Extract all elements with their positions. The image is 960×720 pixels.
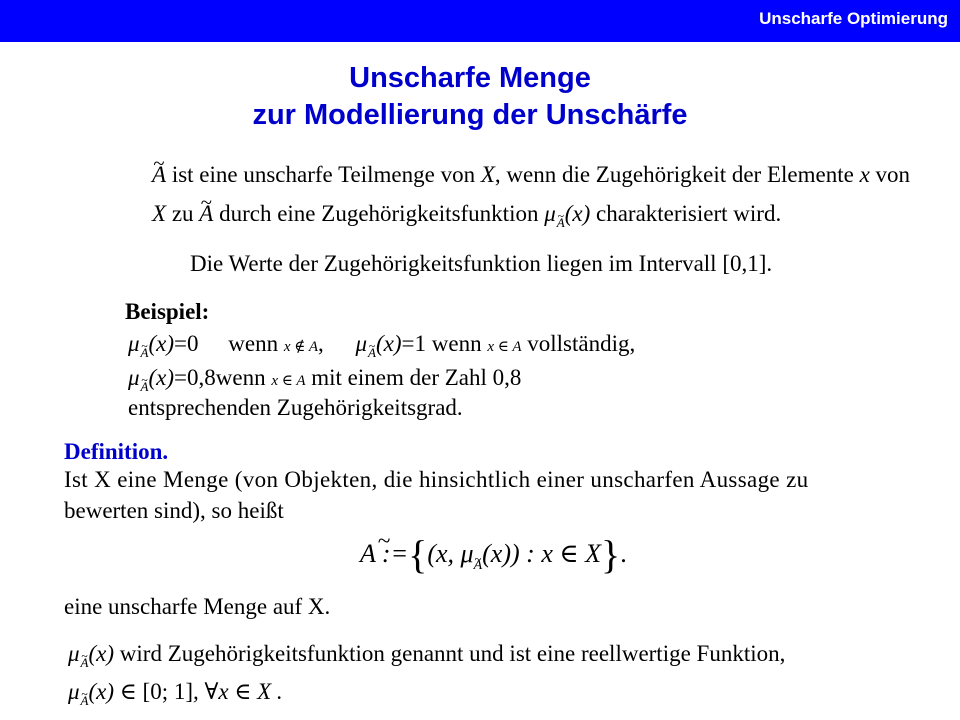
example-line-2	[128, 364, 521, 395]
comma-1: ,	[318, 331, 324, 356]
symbol-x-element: x	[859, 162, 870, 187]
intro-line2-end: charakterisiert wird.	[590, 201, 782, 226]
definition-line-5	[68, 678, 283, 709]
mu-def: μ~ A(x)	[68, 641, 114, 666]
cond-in: x ∈ A	[487, 339, 522, 355]
wenn-3: wenn	[215, 365, 266, 390]
line5-range: ∈ [0; 1]	[114, 679, 194, 704]
header-bar	[0, 0, 960, 42]
brace-close: }	[600, 532, 621, 577]
intro-zu: zu	[166, 201, 200, 226]
symbol-a-tilde: ~ A	[152, 161, 166, 189]
formula-inner-end: (x)) : x ∈ X	[482, 539, 601, 568]
mu-range: μ~ A(x)	[68, 679, 114, 704]
line4-text: wird Zugehörigkeitsfunktion genannt und ist eine reellwertige Funktion,	[114, 641, 786, 666]
eq3-value: =0,8	[174, 365, 216, 390]
cond-in-2: x ∈ A	[271, 373, 306, 389]
example-line-3: entsprechenden Zugehörigkeitsgrad.	[128, 395, 463, 420]
definition-formula	[360, 532, 627, 577]
intro-line2-text: durch eine Zugehörigkeitsfunktion	[213, 201, 545, 226]
symbol-x-set-2: X	[152, 201, 167, 226]
mit-text: mit einem der Zahl 0,8	[311, 365, 522, 390]
formula-inner: (x, μ	[427, 539, 474, 568]
slide-title	[0, 60, 940, 134]
line5-forall: , ∀x ∈ X .	[193, 679, 283, 704]
mu-function: μ~ A(x)	[544, 201, 590, 226]
intro-text-3: von	[869, 162, 911, 187]
interval-line: Die Werte der Zugehörigkeitsfunktion liegen im Intervall [0,1].	[190, 251, 773, 276]
definition-line-4	[68, 640, 785, 671]
intro-text-2: , wenn die Zugehörigkeit der Elemente	[494, 162, 860, 187]
mu-eq3: μ~ A(x)	[128, 365, 174, 390]
header-title: Unscharfe Optimierung	[759, 9, 948, 28]
intro-text-1: ist eine unscharfe Teilmenge von	[166, 162, 481, 187]
wenn-1: wenn	[228, 331, 279, 356]
slide-title-line1: Unscharfe Menge	[349, 62, 591, 94]
mu-eq2: μ~ A(x)	[356, 331, 402, 356]
definition-line-2: bewerten sind), so heißt	[64, 498, 284, 523]
symbol-x-set: X	[480, 162, 495, 187]
vollstandig: vollständig,	[527, 331, 636, 356]
example-line-1	[128, 330, 635, 361]
slide-title-line2: zur Modellierung der Unschärfe	[252, 99, 688, 131]
intro-line-1	[152, 161, 910, 189]
mu-eq1: μ~ A(x)	[128, 331, 174, 356]
brace-open: {	[408, 532, 428, 577]
formula-end: .	[620, 539, 627, 568]
example-heading: Beispiel:	[125, 299, 210, 324]
definition-heading: Definition.	[64, 439, 169, 464]
cond-not-in: x ∉ A	[283, 339, 318, 355]
intro-line-2	[152, 200, 781, 231]
eq1-value: =0	[174, 331, 199, 356]
definition-line-3: eine unscharfe Menge auf X.	[64, 594, 331, 619]
definition-line-1: Ist X eine Menge (von Objekten, die hinsichtlich einer unscharfen Aussage zu	[64, 467, 809, 492]
eq2-value: =1	[401, 331, 427, 356]
wenn-2: wenn	[431, 331, 482, 356]
symbol-a-tilde-2: ~ A	[199, 200, 213, 228]
formula-sub-a: ~ A	[474, 552, 483, 580]
formula-a: ~ A :=	[360, 540, 408, 568]
